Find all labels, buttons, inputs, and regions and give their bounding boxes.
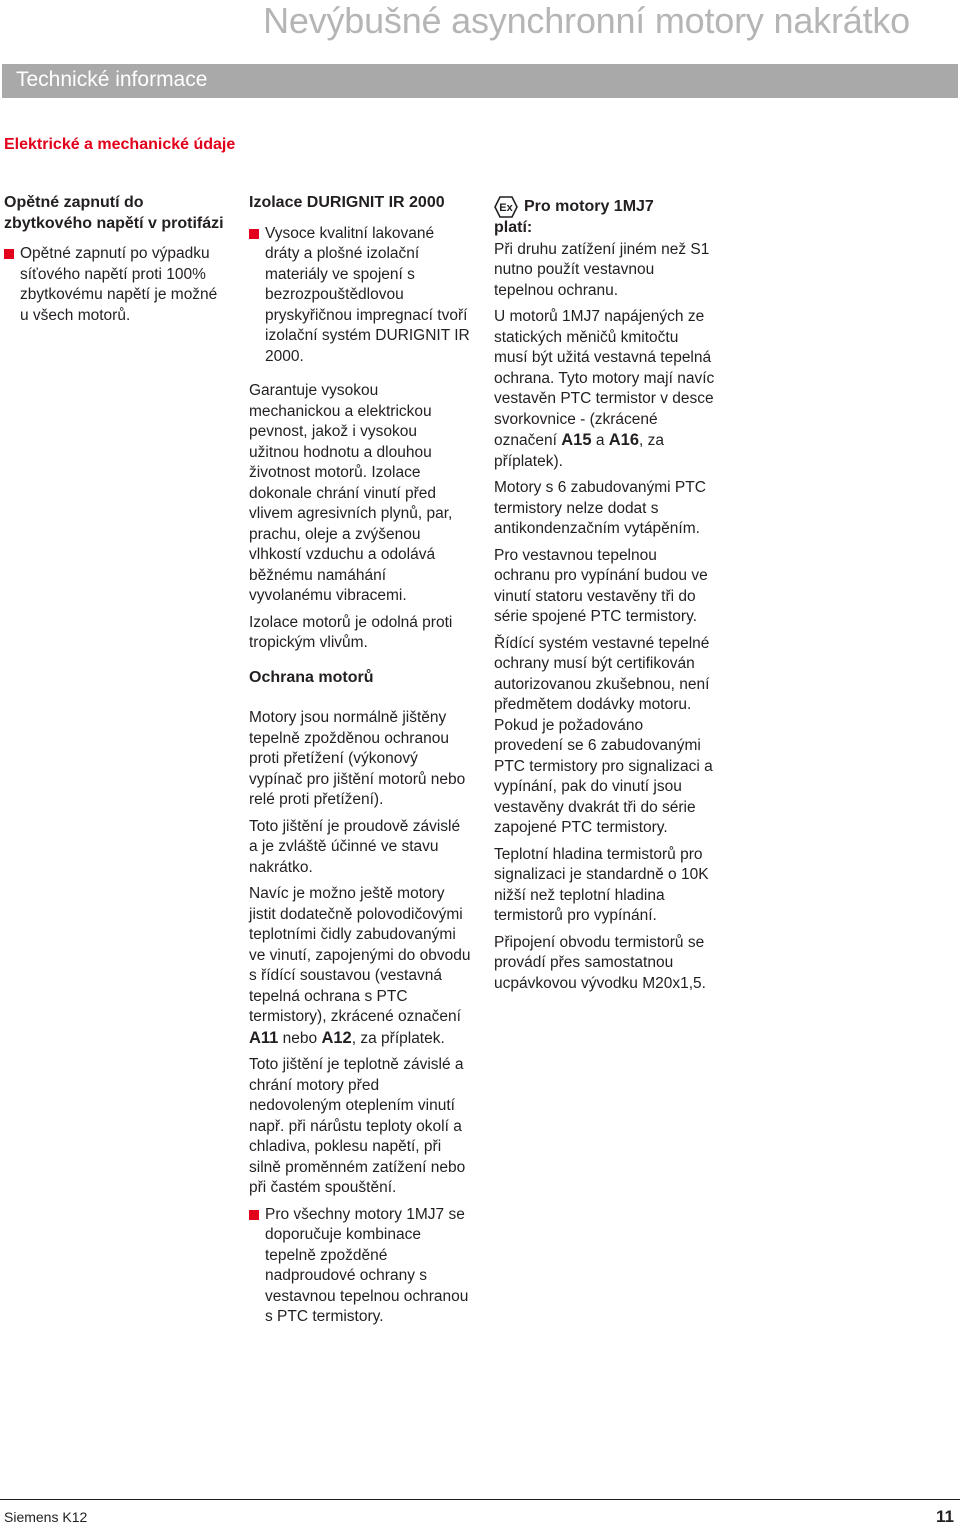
col2-paragraph-2: Izolace motorů je odolná proti tropickým vlivům. [249, 613, 453, 651]
column-2 [249, 193, 471, 1334]
col2-paragraph-1: Garantuje vysokou mechanickou a elektrickou pevnost, jakož i vysokou užitnou hodnotu a dlouhou životnost motorů. Izolace dokonale chrání vinutí před vlivem agresivních plynů, par, prachu, oleje a zvýšenou vlhkostí vzduchu a odolává běžnému namáhání vyvolanému vibracemi. [249, 382, 453, 604]
col2-bullet-1 [249, 224, 471, 368]
page-title: Nevýbušné asynchronní motory nakrátko [263, 0, 910, 41]
col3-heading-2: platí: [494, 219, 533, 236]
col3-paragraph-2 [494, 307, 716, 472]
col2-p5-text-b: nebo [282, 1029, 318, 1047]
section-bar [2, 64, 958, 98]
col2-bullet-1-text: Vysoce kvalitní lakované dráty a plošné izolační materiály ve spojení s bezrozpouštědlovou pryskyřičnou impregnací tvoří izolační systém DURIGNIT IR 2000. [265, 224, 470, 365]
bullet-square-icon [249, 1210, 259, 1220]
code-a12: A12 [321, 1028, 352, 1047]
col3-paragraph-6: Teplotní hladina termistorů pro signalizaci je standardně o 10K nižší než teplotní hladina termistorů pro vypínání. [494, 845, 709, 924]
footer-catalog: Siemens K12 [4, 1509, 88, 1525]
col3-heading [494, 196, 716, 218]
col2-paragraph-4: Toto jištění je proudově závislé a je zvláště účinné ve stavu nakrátko. [249, 817, 461, 876]
subsection-title: Elektrické a mechanické údaje [4, 136, 236, 153]
code-a15: A15 [561, 431, 592, 449]
svg-text:Ex: Ex [499, 202, 513, 214]
col2-bullet-2-text: Pro všechny motory 1MJ7 se doporučuje kombinace tepelně zpožděné nadproudové ochrany s vestavnou tepelnou ochranou s PTC termistory. [265, 1205, 469, 1325]
col3-p2-text-b: a [595, 432, 605, 449]
col3-paragraph-4: Pro vestavnou tepelnou ochranu pro vypínání budou ve vinutí statoru vestavěny tři do série spojené PTC termistory. [494, 546, 708, 625]
col1-heading: Opětné zapnutí do zbytkového napětí v protifázi [4, 194, 224, 232]
footer-divider [0, 1499, 960, 1500]
col3-paragraph-7: Připojení obvodu termistorů se provádí přes samostatnou ucpávkovou vývodku M20x1,5. [494, 933, 706, 992]
col2-paragraph-5 [249, 884, 471, 1049]
column-3 [494, 196, 716, 1000]
col1-bullet [4, 244, 224, 326]
col2-heading-insulation: Izolace DURIGNIT IR 2000 [249, 194, 445, 211]
code-a11: A11 [249, 1028, 279, 1047]
bullet-square-icon [4, 249, 14, 259]
bullet-square-icon [249, 229, 259, 239]
col3-paragraph-1: Při druhu zatížení jiném než S1 nutno použít vestavnou tepelnou ochranu. [494, 240, 710, 299]
column-1 [4, 193, 224, 332]
col2-bullet-2 [249, 1205, 471, 1328]
col3-paragraph-5: Řídící systém vestavné tepelné ochrany musí být certifikován autorizovanou zkušebnou, není předmětem dodávky motoru. Pokud je požadováno provedení se 6 zabudovanými PTC termistory pro signalizaci a vypínání, pak do vinutí jsou vestavěny dvakrát tři do série zapojené PTC termistory. [494, 634, 713, 836]
ex-explosion-protection-icon [494, 196, 518, 218]
col2-heading-protection: Ochrana motorů [249, 668, 374, 686]
col3-paragraph-3: Motory s 6 zabudovanými PTC termistory nelze dodat s antikondenzačním vytápěním. [494, 479, 706, 537]
col3-heading-text: Pro motory 1MJ7 [524, 197, 654, 215]
col3-p2-text-a: U motorů 1MJ7 napájených ze statických měničů kmitočtu musí být užitá vestavná tepelná ochrana. Tyto motory mají navíc vestavěn PTC termistor v desce svorkovnice - (zkrácené označení [494, 308, 715, 449]
col3-p2-text-c: , za příplatek). [494, 432, 665, 470]
col2-p5-text-c: , za příplatek. [351, 1029, 445, 1047]
code-a16: A16 [608, 431, 640, 449]
col1-bullet-text: Opětné zapnutí po výpadku síťového napětí proti 100% zbytkovému napětí je možné u všech motorů. [20, 245, 218, 324]
page-number: 11 [936, 1507, 954, 1526]
col2-paragraph-6: Toto jištění je teplotně závislé a chrání motory před nedovoleným oteplením vinutí např. při nárůstu teploty okolí a chladiva, poklesu napětí, při silně proměnném zatížení nebo při častém spouštění. [249, 1056, 466, 1196]
col2-paragraph-3: Motory jsou normálně jištěny tepelně zpožděnou ochranou proti přetížení (výkonový vypínač pro jištění motorů nebo relé proti přetížení). [249, 709, 466, 808]
col2-p5-text-a: Navíc je možno ještě motory jistit dodatečně polovodičovými teplotními čidly zabudovanými ve vinutí, zapojenými do obvodu s řídící soustavou (vestavná tepelná ochrana s PTC termistory), zkrácené označení [249, 885, 471, 1025]
section-title: Technické informace [16, 68, 208, 91]
